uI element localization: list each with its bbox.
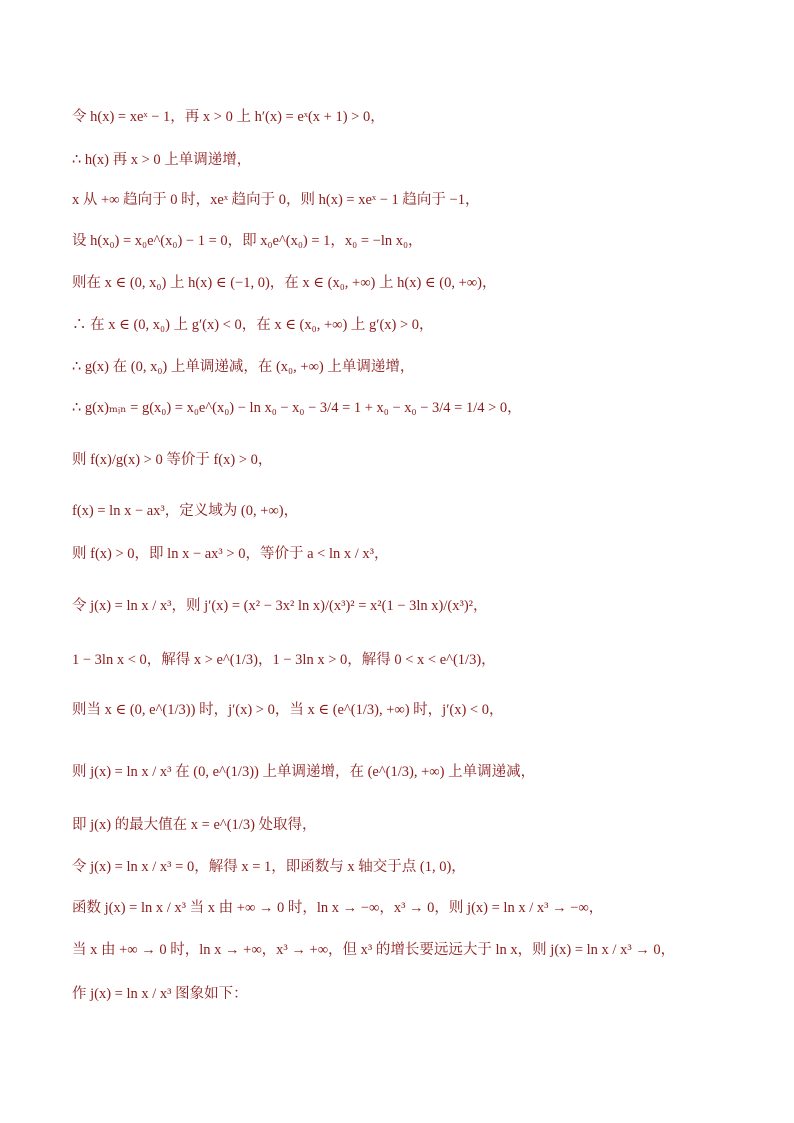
text-line: 作 j(x) = ln x / x³ 图象如下： xyxy=(72,986,248,1002)
text-line: 令 h(x) = xeˣ − 1，再 x > 0 上 h′(x) = eˣ(x + 1) > 0， xyxy=(72,109,385,125)
text-line: 则在 x ∈ (0, x₀) 上 h(x) ∈ (−1, 0)，在 x ∈ (x₀, +∞) 上 h(x) ∈ (0, +∞)， xyxy=(72,275,497,291)
text-line: 函数 j(x) = ln x / x³ 当 x 由 +∞ → 0 时，ln x → −∞，x³ → 0，则 j(x) = ln x / x³ → −∞， xyxy=(72,900,604,916)
text-line: 设 h(x₀) = x₀e^(x₀) − 1 = 0，即 x₀e^(x₀) = 1，x₀ = −ln x₀， xyxy=(72,233,423,249)
text-line: 即 j(x) 的最大值在 x = e^(1/3) 处取得， xyxy=(72,817,317,833)
text-line: ∴ 在 x ∈ (0, x₀) 上 g′(x) < 0，在 x ∈ (x₀, +∞) 上 g′(x) > 0， xyxy=(72,317,434,333)
text-line: 令 j(x) = ln x / x³，则 j′(x) = (x² − 3x² ln x)/(x³)² = x²(1 − 3ln x)/(x³)²， xyxy=(72,598,488,614)
text-line: 则 f(x)/g(x) > 0 等价于 f(x) > 0， xyxy=(72,452,273,468)
text-line: 当 x 由 +∞ → 0 时，ln x → +∞，x³ → +∞，但 x³ 的增长要远远大于 ln x，则 j(x) = ln x / x³ → 0， xyxy=(72,942,676,958)
text-line: ∴ g(x) 在 (0, x₀) 上单调递减，在 (x₀, +∞) 上单调递增， xyxy=(72,359,415,375)
text-line: f(x) = ln x − ax³，定义域为 (0, +∞)， xyxy=(72,503,299,519)
text-line: 则当 x ∈ (0, e^(1/3)) 时，j′(x) > 0，当 x ∈ (e^(1/3), +∞) 时，j′(x) < 0， xyxy=(72,702,504,718)
text-line: ∴ g(x)ₘᵢₙ = g(x₀) = x₀e^(x₀) − ln x₀ − x₀ − 3/4 = 1 + x₀ − x₀ − 3/4 = 1/4 > 0， xyxy=(72,400,522,416)
text-line: 令 j(x) = ln x / x³ = 0，解得 x = 1，即函数与 x 轴交于点 (1, 0)， xyxy=(72,859,466,875)
text-line: 则 j(x) = ln x / x³ 在 (0, e^(1/3)) 上单调递增，在 (e^(1/3), +∞) 上单调递减， xyxy=(72,764,536,780)
text-line: 则 f(x) > 0，即 ln x − ax³ > 0，等价于 a < ln x / x³， xyxy=(72,546,389,562)
text-line: x 从 +∞ 趋向于 0 时，xeˣ 趋向于 0，则 h(x) = xeˣ − 1 趋向于 −1， xyxy=(72,192,480,208)
text-line: 1 − 3ln x < 0，解得 x > e^(1/3)，1 − 3ln x > 0，解得 0 < x < e^(1/3)， xyxy=(72,652,496,668)
text-line: ∴ h(x) 再 x > 0 上单调递增， xyxy=(72,152,252,168)
